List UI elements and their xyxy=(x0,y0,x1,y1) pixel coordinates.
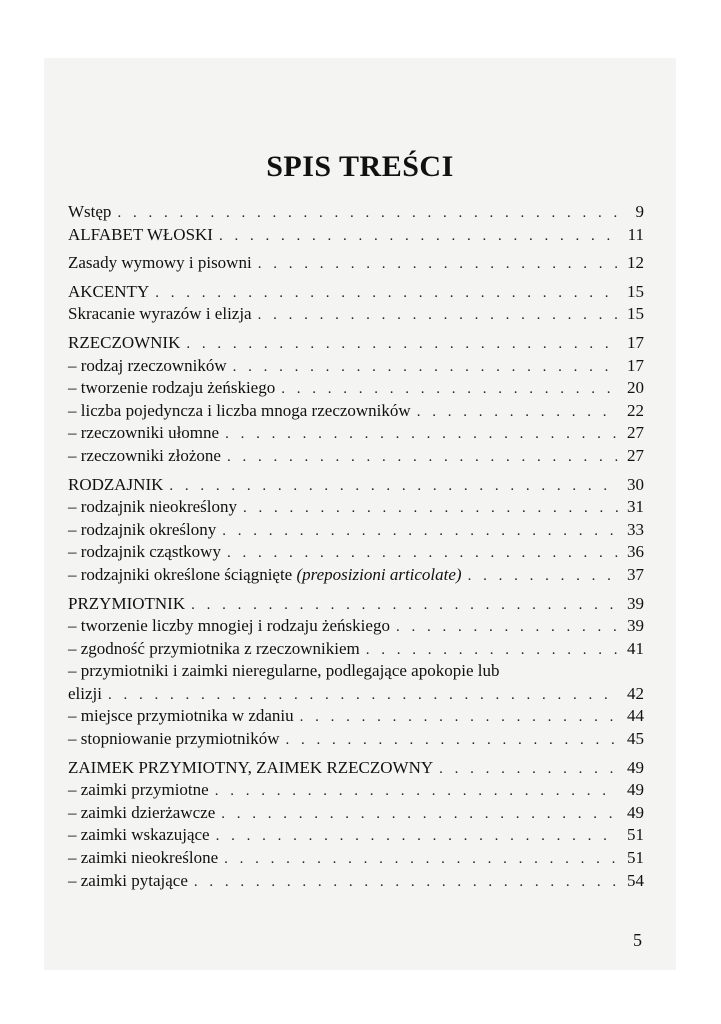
toc-entry[interactable] xyxy=(68,252,644,275)
dot-leader xyxy=(224,848,618,871)
toc-entry-page: 27 xyxy=(627,445,644,465)
toc-entry[interactable] xyxy=(68,400,644,423)
toc-entry-page: 17 xyxy=(627,355,644,375)
dot-leader xyxy=(191,594,618,617)
book-page xyxy=(44,58,676,970)
toc-entry-page: 22 xyxy=(627,400,644,420)
toc-entry-title: – liczba pojedyncza i liczba mnoga rzeczowników xyxy=(68,400,411,420)
dot-leader xyxy=(227,446,618,469)
toc-entry-title: – rzeczowniki ułomne xyxy=(68,423,220,443)
dot-leader xyxy=(243,497,618,520)
toc-entry-page: 30 xyxy=(627,474,644,494)
toc-entry-page: 51 xyxy=(627,848,644,868)
toc-entry-page: 31 xyxy=(627,497,644,517)
dot-leader xyxy=(221,803,618,826)
toc-entry[interactable] xyxy=(68,824,644,847)
dot-leader xyxy=(222,520,618,543)
dot-leader xyxy=(155,282,618,305)
toc-entry[interactable] xyxy=(68,615,644,638)
dot-leader xyxy=(194,871,618,894)
dot-leader xyxy=(225,423,618,446)
toc-entry[interactable] xyxy=(68,802,644,825)
toc-entry-page: 11 xyxy=(627,224,644,244)
toc-entry-page: 37 xyxy=(627,564,644,584)
toc-entry[interactable] xyxy=(68,638,644,661)
toc-entry-page: 44 xyxy=(627,706,644,726)
toc-entry-text-line: – przymiotniki i zaimki nieregularne, podlegające apokopie lub xyxy=(68,661,500,681)
toc-entry[interactable] xyxy=(68,870,644,893)
toc-entry-title: – stopniowanie przymiotników xyxy=(68,729,280,749)
toc-entry[interactable] xyxy=(68,303,644,326)
toc-entry[interactable] xyxy=(68,757,644,780)
toc-entry-page: 39 xyxy=(627,593,644,613)
dot-leader xyxy=(300,706,618,729)
toc-entry-title: AKCENTY xyxy=(68,281,150,301)
toc-entry-italic-note: (preposizioni articolate) xyxy=(296,564,462,584)
toc-entry-page: 51 xyxy=(627,825,644,845)
toc-entry-title: – zaimki nieokreślone xyxy=(68,848,219,868)
toc-entry-title: – rodzajnik określony xyxy=(68,519,217,539)
toc-entry-title: – rodzajnik nieokreślony xyxy=(68,497,238,517)
dot-leader xyxy=(215,780,618,803)
toc-entry-page: 36 xyxy=(627,542,644,562)
toc-entry-title: PRZYMIOTNIK xyxy=(68,593,186,613)
toc-section xyxy=(68,281,644,326)
dot-leader xyxy=(117,202,618,225)
toc-entry-page: 9 xyxy=(635,202,644,221)
toc-entry-title: – zaimki wskazujące xyxy=(68,825,210,845)
dot-leader xyxy=(396,616,618,639)
toc-entry[interactable] xyxy=(68,422,644,445)
toc-entry-title: – zaimki przymiotne xyxy=(68,780,209,800)
dot-leader xyxy=(216,825,618,848)
dot-leader xyxy=(227,542,618,565)
toc-entry[interactable] xyxy=(68,728,644,751)
toc-entry[interactable] xyxy=(68,564,644,587)
toc-entry-page: 39 xyxy=(627,616,644,636)
dot-leader xyxy=(281,378,618,401)
toc-entry-page: 12 xyxy=(627,253,644,273)
toc-entry[interactable] xyxy=(68,474,644,497)
toc-entry[interactable] xyxy=(68,377,644,400)
toc-entry-title: – rodzaj rzeczowników xyxy=(68,355,227,375)
toc-entry-page: 20 xyxy=(627,378,644,398)
toc-entry[interactable] xyxy=(68,445,644,468)
toc-entry[interactable] xyxy=(68,332,644,355)
toc-entry-page: 49 xyxy=(627,757,644,777)
toc-section xyxy=(68,474,644,587)
toc-entry[interactable] xyxy=(68,281,644,304)
toc-entry-page: 45 xyxy=(627,729,644,749)
dot-leader xyxy=(186,333,618,356)
dot-leader xyxy=(366,639,618,662)
toc-section xyxy=(68,593,644,751)
toc-entry[interactable] xyxy=(68,705,644,728)
toc-entry-page: 17 xyxy=(627,332,644,352)
toc-entry[interactable] xyxy=(68,779,644,802)
toc-entry-title: – rzeczowniki złożone xyxy=(68,445,221,465)
toc-entry[interactable] xyxy=(68,541,644,564)
dot-leader xyxy=(233,356,618,379)
toc-entry[interactable] xyxy=(68,355,644,378)
toc-entry-page: 49 xyxy=(627,802,644,822)
toc-entry[interactable] xyxy=(68,224,644,247)
table-of-contents xyxy=(68,201,644,898)
toc-entry-title: – zaimki dzierżawcze xyxy=(68,802,216,822)
toc-entry-page: 15 xyxy=(627,281,644,301)
toc-entry-title: – tworzenie rodzaju żeńskiego xyxy=(68,378,276,398)
toc-entry-title: – zaimki pytające xyxy=(68,870,188,890)
toc-entry-title: – zgodność przymiotnika z rzeczownikiem xyxy=(68,638,360,658)
toc-entry-title: – miejsce przymiotnika w zdaniu xyxy=(68,706,294,726)
toc-entry-title: Skracanie wyrazów i elizja xyxy=(68,304,252,324)
toc-entry-page: 54 xyxy=(627,870,644,890)
toc-entry[interactable] xyxy=(68,519,644,542)
toc-entry[interactable] xyxy=(68,496,644,519)
toc-entry-title: – rodzajnik cząstkowy xyxy=(68,542,221,562)
dot-leader xyxy=(439,758,618,781)
toc-entry-page: 27 xyxy=(627,423,644,443)
toc-entry-page: 15 xyxy=(627,304,644,324)
toc-entry-title: Zasady wymowy i pisowni xyxy=(68,253,252,273)
toc-entry[interactable] xyxy=(68,847,644,870)
toc-entry-title: – rodzajniki określone ściągnięte (preposizioni articolate) xyxy=(68,564,462,584)
toc-entry-title: Wstęp xyxy=(68,202,112,221)
toc-entry-page: 33 xyxy=(627,519,644,539)
toc-entry-title: – tworzenie liczby mnogiej i rodzaju żeńskiego xyxy=(68,616,390,636)
toc-entry-page: 49 xyxy=(627,780,644,800)
toc-entry-title: ZAIMEK PRZYMIOTNY, ZAIMEK RZECZOWNY xyxy=(68,757,434,777)
toc-section xyxy=(68,201,644,246)
toc-entry[interactable] xyxy=(68,201,644,224)
dot-leader xyxy=(417,401,618,424)
toc-entry-title: RZECZOWNIK xyxy=(68,332,181,352)
dot-leader xyxy=(286,729,618,752)
toc-entry-page: 42 xyxy=(627,683,644,703)
page-title: SPIS TREŚCI xyxy=(266,150,454,183)
toc-section xyxy=(68,757,644,893)
dot-leader xyxy=(169,475,618,498)
toc-section xyxy=(68,252,644,275)
toc-entry-title: ALFABET WŁOSKI xyxy=(68,224,213,244)
toc-entry[interactable] xyxy=(68,683,644,706)
page-number: 5 xyxy=(633,930,642,950)
toc-entry-page: 41 xyxy=(627,638,644,658)
dot-leader xyxy=(468,565,618,588)
toc-section xyxy=(68,332,644,468)
dot-leader xyxy=(258,304,618,327)
dot-leader xyxy=(108,684,618,707)
toc-entry-title: elizji xyxy=(68,683,102,703)
toc-entry-title: RODZAJNIK xyxy=(68,474,164,494)
dot-leader xyxy=(219,225,618,248)
dot-leader xyxy=(258,253,618,276)
toc-entry[interactable] xyxy=(68,593,644,616)
